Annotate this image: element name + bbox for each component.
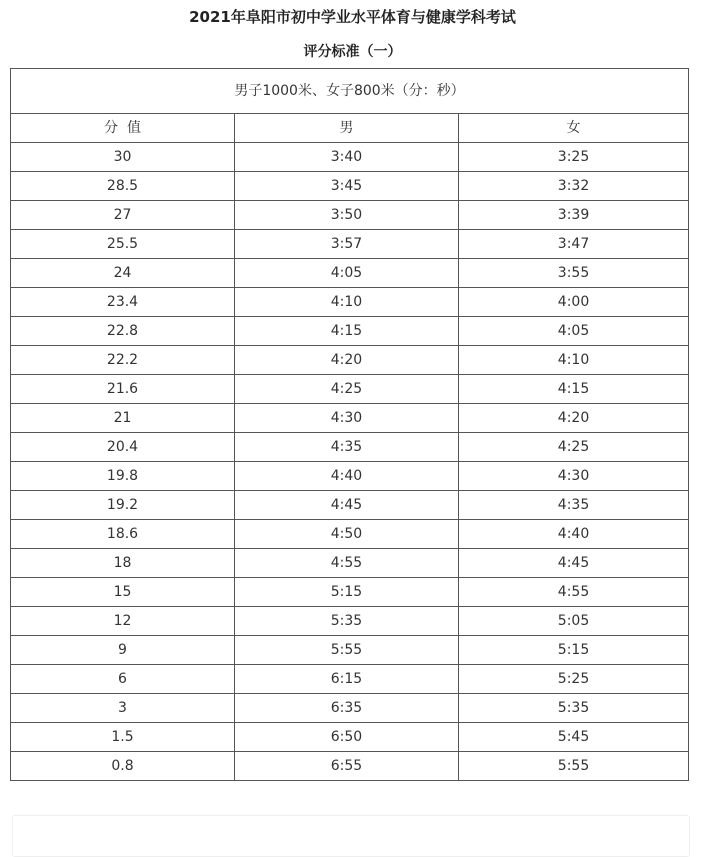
table-row: [11, 549, 689, 578]
cell-female-time: 5:45: [459, 723, 689, 752]
table-row: [11, 143, 689, 172]
table-row: [11, 201, 689, 230]
table-row: [11, 462, 689, 491]
cell-female-time: 5:15: [459, 636, 689, 665]
cell-male-time: 5:55: [235, 636, 459, 665]
cell-male-time: 4:30: [235, 404, 459, 433]
cell-female-time: 4:15: [459, 375, 689, 404]
header-female: 女: [459, 114, 689, 143]
footer-panel: [12, 815, 690, 857]
cell-score: 25.5: [11, 230, 235, 259]
table-row: [11, 520, 689, 549]
cell-female-time: 4:40: [459, 520, 689, 549]
document-title: 2021年阜阳市初中学业水平体育与健康学科考试: [189, 8, 516, 26]
table-caption-row: [11, 69, 689, 114]
cell-score: 27: [11, 201, 235, 230]
cell-score: 19.8: [11, 462, 235, 491]
cell-female-time: 3:25: [459, 143, 689, 172]
table-row: [11, 694, 689, 723]
cell-male-time: 4:25: [235, 375, 459, 404]
table-caption: 男子1000米、女子800米（分：秒）: [11, 69, 689, 114]
document-subtitle: 评分标准（一）: [303, 44, 402, 60]
table-row: [11, 172, 689, 201]
cell-male-time: 4:05: [235, 259, 459, 288]
cell-male-time: 4:55: [235, 549, 459, 578]
cell-female-time: 3:55: [459, 259, 689, 288]
table-row: [11, 491, 689, 520]
table-row: [11, 578, 689, 607]
cell-score: 9: [11, 636, 235, 665]
cell-male-time: 3:45: [235, 172, 459, 201]
cell-score: 15: [11, 578, 235, 607]
cell-score: 24: [11, 259, 235, 288]
cell-male-time: 5:35: [235, 607, 459, 636]
cell-male-time: 4:40: [235, 462, 459, 491]
table-row: [11, 636, 689, 665]
table-row: [11, 317, 689, 346]
cell-score: 1.5: [11, 723, 235, 752]
cell-male-time: 5:15: [235, 578, 459, 607]
cell-male-time: 6:50: [235, 723, 459, 752]
cell-score: 0.8: [11, 752, 235, 781]
table-row: [11, 230, 689, 259]
cell-male-time: 6:15: [235, 665, 459, 694]
table-row: [11, 346, 689, 375]
cell-male-time: 3:40: [235, 143, 459, 172]
cell-female-time: 4:45: [459, 549, 689, 578]
header-male: 男: [235, 114, 459, 143]
cell-score: 21: [11, 404, 235, 433]
cell-male-time: 4:15: [235, 317, 459, 346]
cell-male-time: 4:45: [235, 491, 459, 520]
cell-female-time: 4:05: [459, 317, 689, 346]
table-row: [11, 288, 689, 317]
cell-female-time: 5:25: [459, 665, 689, 694]
cell-male-time: 4:50: [235, 520, 459, 549]
cell-male-time: 4:20: [235, 346, 459, 375]
cell-score: 3: [11, 694, 235, 723]
cell-male-time: 6:55: [235, 752, 459, 781]
cell-score: 20.4: [11, 433, 235, 462]
cell-female-time: 4:25: [459, 433, 689, 462]
cell-score: 19.2: [11, 491, 235, 520]
cell-female-time: 4:55: [459, 578, 689, 607]
cell-male-time: 6:35: [235, 694, 459, 723]
cell-female-time: 4:30: [459, 462, 689, 491]
table-row: [11, 375, 689, 404]
table-row: [11, 607, 689, 636]
cell-score: 28.5: [11, 172, 235, 201]
cell-score: 30: [11, 143, 235, 172]
table-row: [11, 723, 689, 752]
cell-female-time: 3:39: [459, 201, 689, 230]
header-score: 分 值: [11, 114, 235, 143]
cell-female-time: 4:35: [459, 491, 689, 520]
cell-female-time: 3:32: [459, 172, 689, 201]
cell-score: 6: [11, 665, 235, 694]
cell-score: 23.4: [11, 288, 235, 317]
table-row: [11, 404, 689, 433]
cell-score: 18.6: [11, 520, 235, 549]
cell-female-time: 5:35: [459, 694, 689, 723]
cell-score: 18: [11, 549, 235, 578]
cell-female-time: 3:47: [459, 230, 689, 259]
table-header-row: [11, 114, 689, 143]
scoring-table: [10, 68, 689, 781]
cell-female-time: 5:55: [459, 752, 689, 781]
cell-female-time: 5:05: [459, 607, 689, 636]
cell-male-time: 4:10: [235, 288, 459, 317]
cell-female-time: 4:10: [459, 346, 689, 375]
cell-female-time: 4:20: [459, 404, 689, 433]
cell-score: 12: [11, 607, 235, 636]
table-row: [11, 433, 689, 462]
table-row: [11, 665, 689, 694]
cell-male-time: 4:35: [235, 433, 459, 462]
table-row: [11, 752, 689, 781]
cell-female-time: 4:00: [459, 288, 689, 317]
cell-score: 22.8: [11, 317, 235, 346]
cell-score: 21.6: [11, 375, 235, 404]
cell-male-time: 3:50: [235, 201, 459, 230]
table-row: [11, 259, 689, 288]
cell-score: 22.2: [11, 346, 235, 375]
cell-male-time: 3:57: [235, 230, 459, 259]
